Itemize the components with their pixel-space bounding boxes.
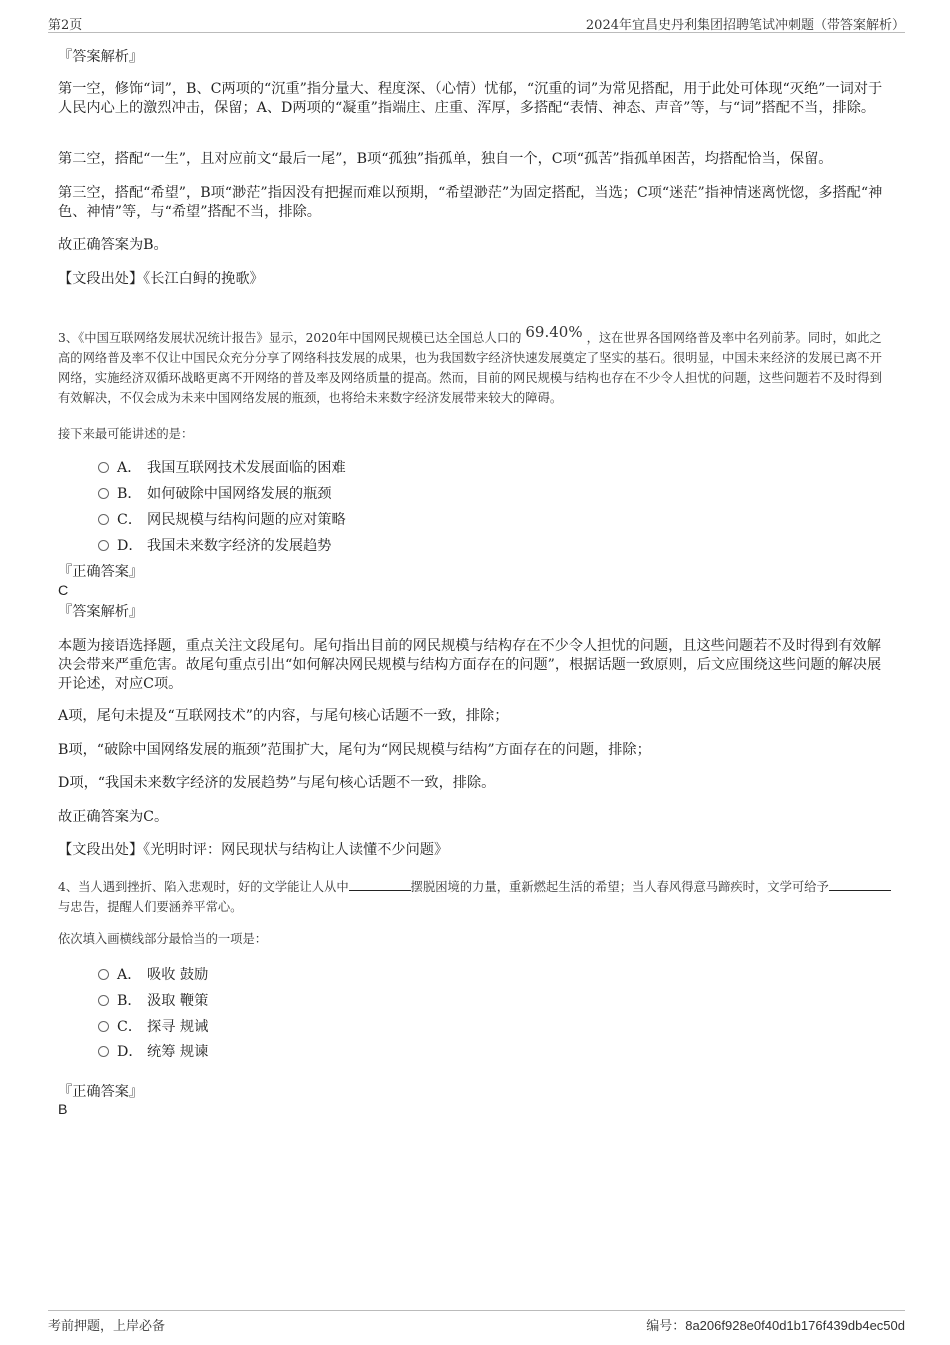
option-letter: A．	[117, 967, 142, 983]
document-title: 2024年宜昌史丹利集团招聘笔试冲刺题（带答案解析）	[585, 18, 905, 33]
option-text: 我国互联网技术发展面临的困难	[147, 460, 346, 476]
fill-blank	[349, 878, 411, 891]
correct-answer-label: 『正确答案』	[58, 1084, 144, 1100]
analysis-label: 『答案解析』	[58, 604, 144, 620]
answer-conclusion: 故正确答案为B。	[58, 237, 168, 253]
footer-slogan: 考前押题，上岸必备	[48, 1319, 166, 1334]
correct-answer: B	[58, 1102, 68, 1118]
correct-answer: C	[58, 583, 69, 599]
fill-blank	[829, 878, 891, 891]
analysis-paragraph: 第一空，修饰“词”，B、C两项的“沉重”指分量大、程度深、（心情）忧郁，“沉重的词”为常见搭配，用于此处可体现“灭绝”一词对于人民内心上的激烈冲击，保留；A、D两项的“凝重”指端庄、庄重、浑厚，多搭配“表情、神态、声音”等，与“词”搭配不当，排除。	[58, 81, 883, 116]
question-stem	[58, 877, 892, 917]
option-d[interactable]	[98, 536, 331, 556]
option-text: 吸收 鼓励	[147, 967, 209, 983]
question-prompt: 依次填入画横线部分最恰当的一项是：	[58, 932, 268, 946]
option-text: 探寻 规诫	[147, 1019, 209, 1035]
option-text: 如何破除中国网络发展的瓶颈	[147, 486, 332, 502]
option-text: 网民规模与结构问题的应对策略	[147, 512, 346, 528]
radio-icon[interactable]	[98, 969, 109, 980]
option-letter: C．	[117, 512, 143, 528]
option-letter: D．	[117, 538, 143, 554]
radio-icon[interactable]	[98, 488, 109, 499]
option-text: 我国未来数字经济的发展趋势	[147, 538, 332, 554]
radio-icon[interactable]	[98, 514, 109, 525]
option-a[interactable]	[98, 458, 346, 478]
option-letter: B．	[117, 486, 142, 502]
question-text: 3、《中国互联网络发展状况统计报告》显示，2020年中国网民规模已达全国总人口的	[58, 331, 522, 345]
analysis-paragraph: D项，“我国未来数字经济的发展趋势”与尾句核心话题不一致，排除。	[58, 775, 496, 791]
analysis-paragraph: B项，“破除中国网络发展的瓶颈”范围扩大，尾句为“网民规模与结构”方面存在的问题，排除；	[58, 742, 651, 758]
option-text: 汲取 鞭策	[147, 993, 209, 1009]
source-citation: 【文段出处】《光明时评：网民现状与结构让人读懂不少问题》	[58, 842, 449, 858]
radio-icon[interactable]	[98, 995, 109, 1006]
question-text: 4、当人遇到挫折、陷入悲观时，好的文学能让人从中	[58, 880, 349, 894]
option-b[interactable]	[98, 991, 208, 1011]
option-text: 统筹 规谏	[147, 1044, 209, 1060]
option-b[interactable]	[98, 484, 331, 504]
radio-icon[interactable]	[98, 462, 109, 473]
option-letter: C．	[117, 1019, 143, 1035]
correct-answer-label: 『正确答案』	[58, 564, 144, 580]
radio-icon[interactable]	[98, 1021, 109, 1032]
analysis-paragraph: A项，尾句未提及“互联网技术”的内容，与尾句核心话题不一致，排除；	[58, 708, 509, 724]
analysis-paragraph: 第二空，搭配“一生”，且对应前文“最后一尾”，B项“孤独”指孤单，独自一个，C项“孤苦”指孤单困苦，均搭配恰当，保留。	[58, 151, 833, 167]
option-c[interactable]	[98, 510, 346, 530]
analysis-label: 『答案解析』	[58, 49, 144, 65]
option-c[interactable]	[98, 1017, 208, 1037]
option-a[interactable]	[98, 965, 208, 985]
analysis-paragraph: 第三空，搭配“希望”，B项“渺茫”指因没有把握而难以预期，“希望渺茫”为固定搭配，当选；C项“迷茫”指神情迷离恍惚，多搭配“神色、神情”等，与“希望”搭配不当，排除。	[58, 185, 883, 220]
question-text: 与忠告，提醒人们要涵养平常心。	[58, 900, 243, 914]
document-code	[646, 1315, 905, 1334]
option-d[interactable]	[98, 1042, 208, 1062]
question-text: 摆脱困境的力量，重新燃起生活的希望；当人春风得意马蹄疾时，文学可给予	[410, 880, 829, 894]
option-letter: A．	[117, 460, 142, 476]
question-text: ，这在世界各国网络普及率中名列前茅。同时，如此之高的网络普及率不仅让中国民众充分分享了网络科技发展的成果，也为我国数字经济快速发展奠定了坚实的基石。很明显，中国未来经济的发展已离不开网络，实施经济双循环战略更离不开网络的普及率及网络质量的提高。然而，目前的网民规模与结构也存在不少令人担忧的问题，这些问题若不及时得到有效解决，不仅会成为未来中国网络发展的瓶颈，也将给未来数字经济发展带来较大的障碍。	[58, 331, 882, 405]
radio-icon[interactable]	[98, 1046, 109, 1057]
page-number: 第2页	[48, 18, 83, 33]
analysis-paragraph: 本题为接语选择题，重点关注文段尾句。尾句指出目前的网民规模与结构存在不少令人担忧的问题，且这些问题若不及时得到有效解决会带来严重危害。故尾句重点引出“如何解决网民规模与结构方面存在的问题”，根据话题一致原则，后文应围绕这些问题的解决展开论述，对应C项。	[58, 638, 882, 692]
page-footer	[48, 1310, 905, 1333]
question-stem	[58, 323, 892, 408]
source-citation: 【文段出处】《长江白鲟的挽歌》	[58, 271, 264, 287]
question-prompt: 接下来最可能讲述的是：	[58, 427, 194, 441]
answer-conclusion: 故正确答案为C。	[58, 809, 169, 825]
option-letter: D．	[117, 1044, 143, 1060]
option-letter: B．	[117, 993, 142, 1009]
code-label: 编号：	[646, 1319, 686, 1334]
page-header	[48, 12, 905, 33]
percent-value: 69.40%	[525, 323, 583, 341]
code-value: 8a206f928e0f40d1b176f439db4ec50d	[685, 1318, 905, 1333]
radio-icon[interactable]	[98, 540, 109, 551]
